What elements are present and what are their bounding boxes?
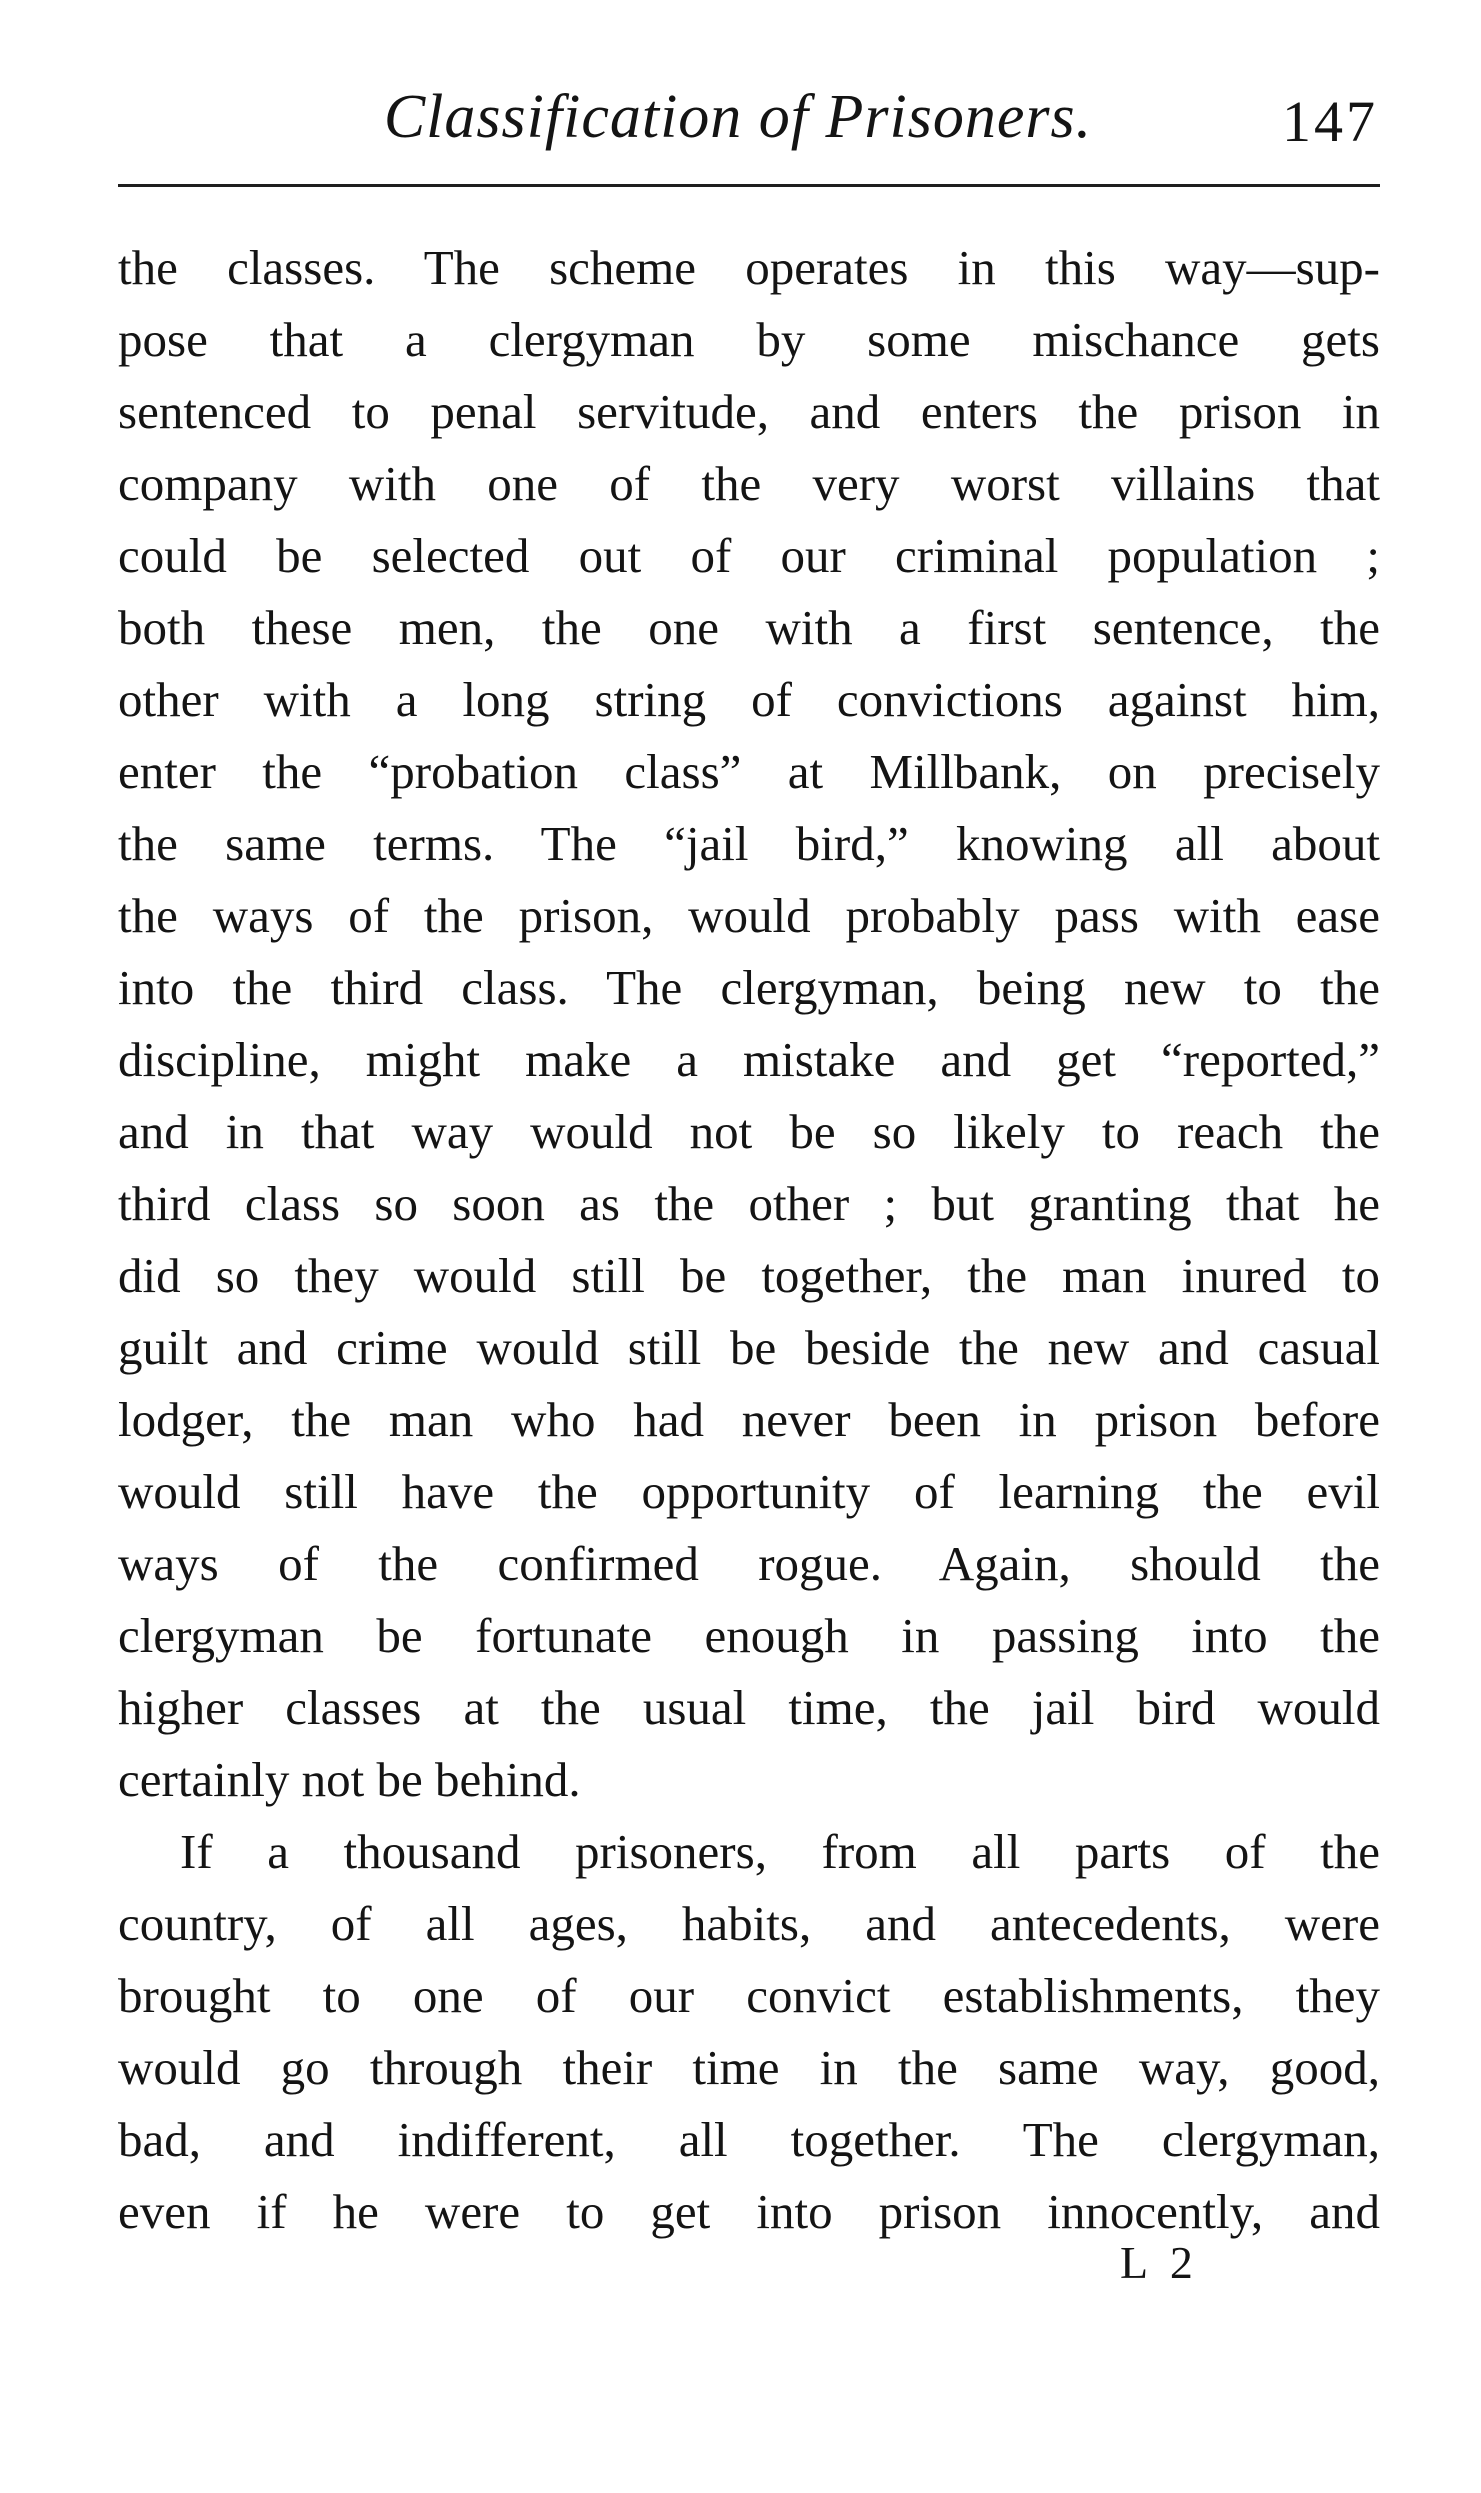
text-line: would go through their time in the same way, good, <box>118 2040 1380 2095</box>
text-line: bad, and indifferent, all together. The clergyman, <box>118 2112 1380 2167</box>
text-line: company with one of the very worst villains that <box>118 456 1380 511</box>
text-line: sentenced to penal servitude, and enters the prison in <box>118 384 1380 439</box>
text-line: both these men, the one with a first sentence, the <box>118 600 1380 655</box>
body-text <box>118 232 1380 2248</box>
text-line: If a thousand prisoners, from all parts of the <box>180 1824 1380 1879</box>
text-line: clergyman be fortunate enough in passing into the <box>118 1608 1380 1663</box>
text-line: discipline, might make a mistake and get “reported,” <box>118 1032 1380 1087</box>
text-line: even if he were to get into prison innocently, and <box>118 2184 1380 2239</box>
text-line: and in that way would not be so likely to reach the <box>118 1104 1380 1159</box>
text-line: the same terms. The “jail bird,” knowing all about <box>118 816 1380 871</box>
text-line: guilt and crime would still be beside the new and casual <box>118 1320 1380 1375</box>
text-line: enter the “probation class” at Millbank, on precisely <box>118 744 1380 799</box>
text-line: certainly not be behind. <box>118 1752 581 1807</box>
text-line: into the third class. The clergyman, being new to the <box>118 960 1380 1015</box>
text-line: could be selected out of our criminal population ; <box>118 528 1380 583</box>
text-line: other with a long string of convictions against him, <box>118 672 1380 727</box>
header-rule <box>118 184 1380 187</box>
text-line: the ways of the prison, would probably pass with ease <box>118 888 1380 943</box>
running-head <box>118 72 1378 172</box>
text-line: country, of all ages, habits, and antecedents, were <box>118 1896 1380 1951</box>
text-line: pose that a clergyman by some mischance gets <box>118 312 1380 367</box>
text-line: third class so soon as the other ; but granting that he <box>118 1176 1380 1231</box>
text-line: ways of the confirmed rogue. Again, should the <box>118 1536 1380 1591</box>
page-number: 147 <box>1282 89 1378 154</box>
text-line: the classes. The scheme operates in this way—sup- <box>118 240 1380 295</box>
text-line: brought to one of our convict establishments, they <box>118 1968 1380 2023</box>
text-line: higher classes at the usual time, the jail bird would <box>118 1680 1380 1735</box>
text-line: did so they would still be together, the man inured to <box>118 1248 1380 1303</box>
text-line: lodger, the man who had never been in prison before <box>118 1392 1380 1447</box>
running-title: Classification of Prisoners. <box>383 83 1093 151</box>
text-line: would still have the opportunity of learning the evil <box>118 1464 1380 1519</box>
signature-mark: L 2 <box>1120 2237 1199 2288</box>
